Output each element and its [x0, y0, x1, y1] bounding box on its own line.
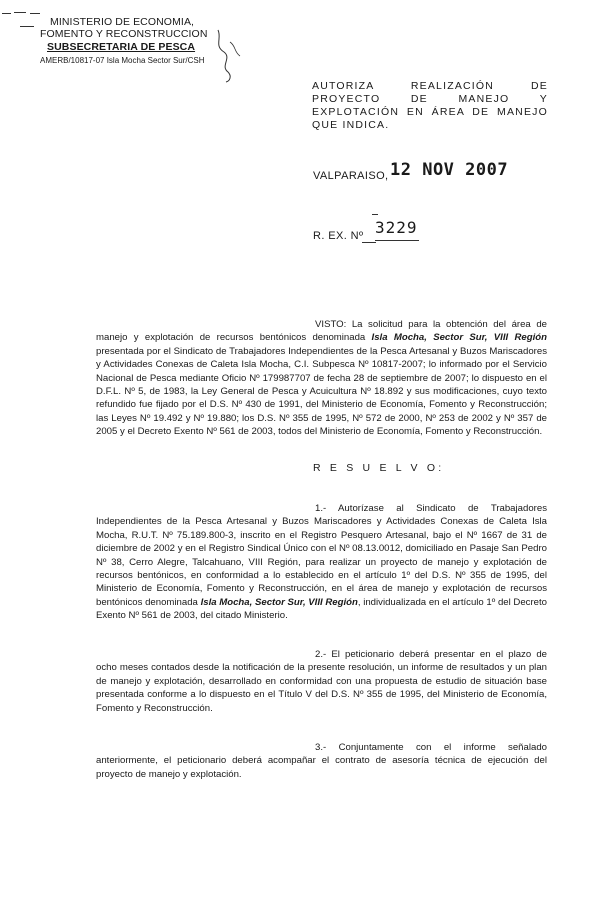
reference-code: AMERB/10817-07 Isla Mocha Sector Sur/CSH: [40, 56, 205, 65]
scan-mark: [20, 26, 34, 27]
resolution-number-underline: [375, 240, 419, 241]
article-1-text-end: , individualizada en el artículo 1º del Decreto Exento Nº 561 de 2003, del citado Ministerio.: [96, 596, 548, 622]
resolution-number: 3229: [375, 218, 418, 237]
article-1-area-name: Isla Mocha, Sector Sur, VIII Región: [200, 596, 358, 608]
article-1: [96, 502, 547, 623]
article-2-text: 2.- El peticionario deberá presentar en el plazo de ocho meses contados desde la notificación de la presente resolución, un informe de resultados y un plan de manejo y explotación, desarrollado en conformidad con una propuesta de estudio de situación base presentada conforme a lo dispuesto en el Título V del D.S. Nº 355 de 1995, del Ministerio de Economía, Fomento y Reconstrucción.: [96, 649, 547, 714]
ministry-line-1: MINISTERIO DE ECONOMIA,: [50, 16, 195, 28]
resolution-label: R. EX. Nº: [313, 230, 364, 242]
visto-area-name: Isla Mocha, Sector Sur, VIII Región: [371, 332, 547, 344]
initials-scribble: [210, 28, 245, 83]
date-stamp: 12 NOV 2007: [390, 160, 509, 180]
article-1-text: 1.- Autorízase al Sindicato de Trabajadores Independientes de la Pesca Artesanal y Buzos Mariscadores y Actividades Conexas de Caleta Isla Mocha, R.U.T. Nº 75.189.800-3, inscrito en el Registro Pesquero Artesanal, bajo el Nº 1667 de 31 de diciembre de 2002 y en el Registro Sindical Único con el Nº 08.13.0012, domiciliado en Pasaje San Pedro Nº 38, Cerro Alegre, Talcahuano, VIII Región, para realizar un proyecto de manejo y explotación de recursos bentónicos, en conformidad a lo establecido en el artículo 1º del D.S. Nº 355 de 1995, del Ministerio de Economía, Fomento y Reconstrucción, en el área de manejo y explotación de recursos bentónicos denominada: [96, 503, 547, 608]
article-3-text: 3.- Conjuntamente con el informe señalado anteriormente, el peticionario deberá acompañar el contrato de asesoría técnica de ejecución del proyecto de manejo y explotación.: [96, 742, 547, 780]
article-2: [96, 648, 547, 715]
visto-paragraph: [96, 318, 547, 439]
date-label: VALPARAISO,: [313, 170, 389, 182]
scan-mark: [14, 12, 26, 13]
scan-mark: [30, 13, 40, 14]
scan-mark: [2, 13, 11, 14]
resolution-underline: [362, 242, 376, 243]
article-3: [96, 741, 547, 781]
ministry-line-2: FOMENTO Y RECONSTRUCCION: [40, 28, 208, 40]
subsecretaria-title: SUBSECRETARIA DE PESCA: [47, 41, 196, 53]
visto-text-1: VISTO: La solicitud para la obtención del área de manejo y explotación de recursos bentónicos denominada: [96, 319, 547, 344]
subject-heading: AUTORIZA REALIZACIÓN DE PROYECTO DE MANEJO Y EXPLOTACIÓN EN ÁREA DE MANEJO QUE INDICA.: [312, 80, 548, 131]
resolution-tick: [372, 214, 378, 215]
visto-text-2: presentada por el Sindicato de Trabajadores Independientes de la Pesca Artesanal y Buzos Mariscadores y Actividades Conexas de Caleta Isla Mocha, C.I. Subpesca Nº 10817-2007; lo informado por el Servicio Nacional de Pesca mediante Oficio Nº 179987707 de fecha 28 de septiembre de 2007; lo dispuesto en el D.F.L. Nº 5, de 1983, la Ley General de Pesca y Acuicultura Nº 18.892 y sus modificaciones, cuyo texto refundido fue fijado por el D.S. Nº 430 de 1991, del Ministerio de Economía, Fomento y Reconstrucción; las Leyes Nº 19.492 y Nº 19.880; los D.S. Nº 355 de 1995, Nº 572 de 2000, Nº 253 de 2002 y Nº 357 de 2005 y el Decreto Exento Nº 561 de 2003, todos del Ministerio de Economía, Fomento y Reconstrucción.: [96, 345, 547, 438]
resuelvo-heading: R E S U E L V O:: [313, 462, 445, 474]
